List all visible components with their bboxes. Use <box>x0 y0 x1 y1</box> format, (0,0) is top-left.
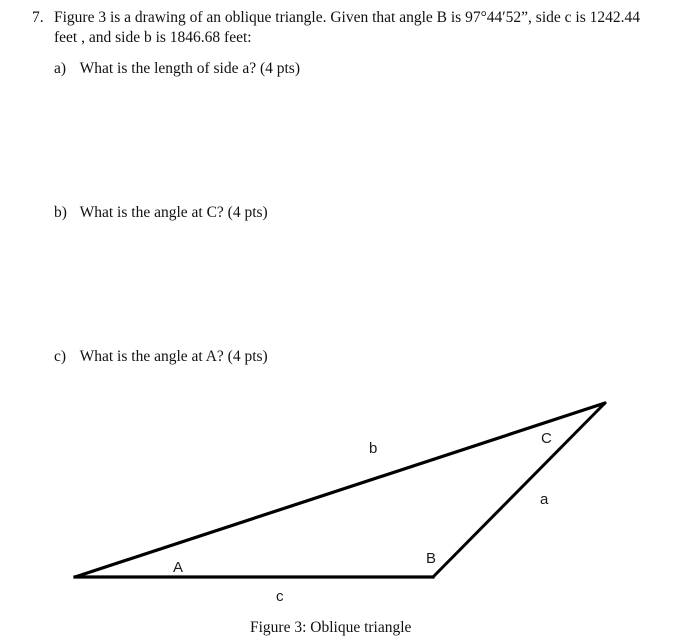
question-number: 7. <box>32 9 44 26</box>
sub-question-text: What is the length of side a? (4 pts) <box>79 60 300 77</box>
sub-question-letter: b) <box>54 204 67 221</box>
label-angle-A: A <box>173 559 184 576</box>
side-b-line <box>75 403 605 577</box>
label-side-b: b <box>369 440 378 457</box>
label-side-c: c <box>276 588 284 605</box>
sub-question-letter: c) <box>54 348 67 365</box>
label-side-a: a <box>540 491 549 508</box>
label-angle-C: C <box>541 430 552 447</box>
sub-question-text: What is the angle at A? (4 pts) <box>79 348 268 365</box>
side-a-line <box>433 403 605 577</box>
label-angle-B: B <box>426 550 437 567</box>
question-text: Figure 3 is a drawing of an oblique triangle. Given that angle B is 97°44′52”, side c is 1242.44 feet , and side b is 1846.68 feet: <box>54 9 640 46</box>
sub-question-letter: a) <box>54 60 67 77</box>
sub-question-text: What is the angle at C? (4 pts) <box>79 204 268 221</box>
figure-caption: Figure 3: Oblique triangle <box>250 619 412 636</box>
